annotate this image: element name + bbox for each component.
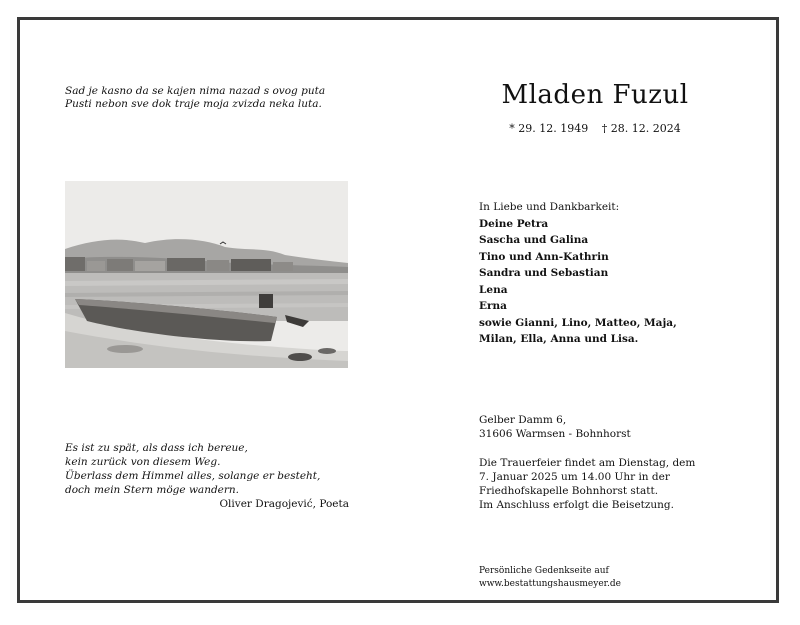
birth-date: * 29. 12. 1949 xyxy=(509,122,589,135)
mourner-name: Lena xyxy=(479,283,508,296)
poem-top-line: Pusti nebon sve dok traje moja zvizda neka luta. xyxy=(65,98,322,110)
address xyxy=(479,413,631,441)
ceremony-line: 7. Januar 2025 um 14.00 Uhr in der xyxy=(479,471,670,483)
address-line: Gelber Damm 6, xyxy=(479,414,567,426)
poem-bottom-line: doch mein Stern möge wandern. xyxy=(65,484,240,496)
poem-bottom-line: Überlass dem Himmel alles, solange er besteht, xyxy=(65,470,321,482)
mourners-list xyxy=(479,199,677,348)
poem-top-line: Sad je kasno da se kajen nima nazad s ovog puta xyxy=(65,85,326,97)
address-line: 31606 Warmsen - Bohnhorst xyxy=(479,428,631,440)
mourner-name: Tino und Ann-Kathrin xyxy=(479,250,609,263)
memorial-page-info xyxy=(479,565,621,591)
mourner-name: Sascha und Galina xyxy=(479,234,589,246)
memorial-url[interactable]: www.bestattungshausmeyer.de xyxy=(479,579,621,589)
mourners-intro: In Liebe und Dankbarkeit: xyxy=(479,201,620,213)
deceased-name: Mladen Fuzul xyxy=(501,80,689,110)
mourner-name: Erna xyxy=(479,300,507,312)
ceremony-info xyxy=(479,456,695,512)
ceremony-line: Im Anschluss erfolgt die Beisetzung. xyxy=(479,499,674,511)
poem-top xyxy=(65,85,325,111)
ceremony-line: Die Trauerfeier findet am Dienstag, dem xyxy=(479,457,696,469)
boat-photo xyxy=(65,181,348,368)
mourner-name: Deine Petra xyxy=(479,217,549,230)
poem-bottom-line: Es ist zu spät, als dass ich bereue, xyxy=(65,442,248,454)
poem-bottom-line: kein zurück von diesem Weg. xyxy=(65,456,221,468)
mourner-name: Milan, Ella, Anna und Lisa. xyxy=(479,333,639,345)
mourner-name: sowie Gianni, Lino, Matteo, Maja, xyxy=(479,316,677,329)
ceremony-line: Friedhofskapelle Bohnhorst statt. xyxy=(479,485,659,497)
memorial-label: Persönliche Gedenkseite auf xyxy=(479,566,609,576)
death-date: † 28. 12. 2024 xyxy=(601,122,681,135)
boat-on-shore-photo-icon xyxy=(65,181,348,368)
life-dates xyxy=(475,122,715,135)
poem-author: Oliver Dragojević, Poeta xyxy=(219,498,349,510)
poem-bottom xyxy=(65,441,349,511)
mourner-name: Sandra und Sebastian xyxy=(479,267,609,279)
